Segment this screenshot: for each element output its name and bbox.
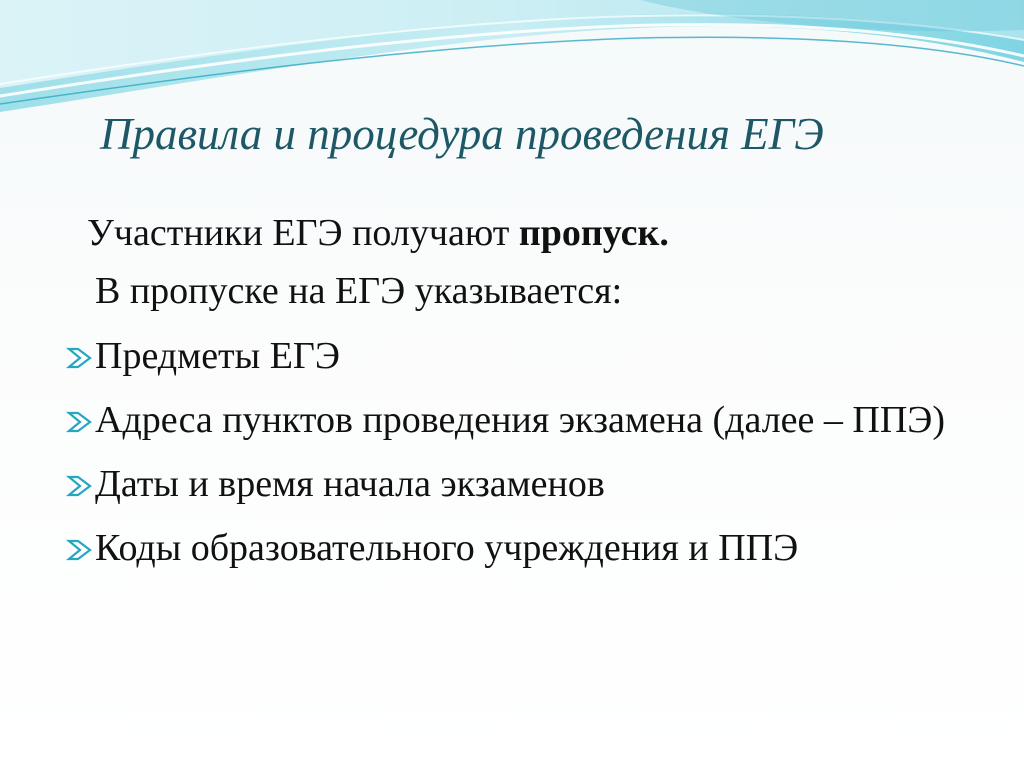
intro-line-2: В пропуске на ЕГЭ указывается: bbox=[95, 270, 623, 312]
chevron-right-outline-icon bbox=[66, 539, 93, 561]
list-item-text: Предметы ЕГЭ bbox=[95, 335, 340, 377]
intro-line-1-text: Участники ЕГЭ получают bbox=[87, 212, 519, 254]
list-item-text: Адреса пунктов проведения экзамена (далее – ППЭ) bbox=[95, 399, 946, 441]
decorative-wave-header bbox=[0, 0, 1024, 120]
intro-line-1-bold: пропуск. bbox=[518, 212, 669, 254]
intro-line-1 bbox=[87, 210, 669, 256]
list-item bbox=[66, 460, 986, 508]
list-item bbox=[66, 524, 986, 572]
list-item bbox=[66, 396, 986, 444]
list-item-text: Даты и время начала экзаменов bbox=[95, 463, 605, 505]
list-item-text: Коды образовательного учреждения и ППЭ bbox=[95, 527, 799, 569]
list-item bbox=[66, 332, 986, 380]
slide-title: Правила и процедура проведения ЕГЭ bbox=[100, 109, 824, 159]
chevron-right-outline-icon bbox=[66, 411, 93, 433]
chevron-right-outline-icon bbox=[66, 475, 93, 497]
bullet-list bbox=[66, 332, 986, 588]
chevron-right-outline-icon bbox=[66, 347, 93, 369]
